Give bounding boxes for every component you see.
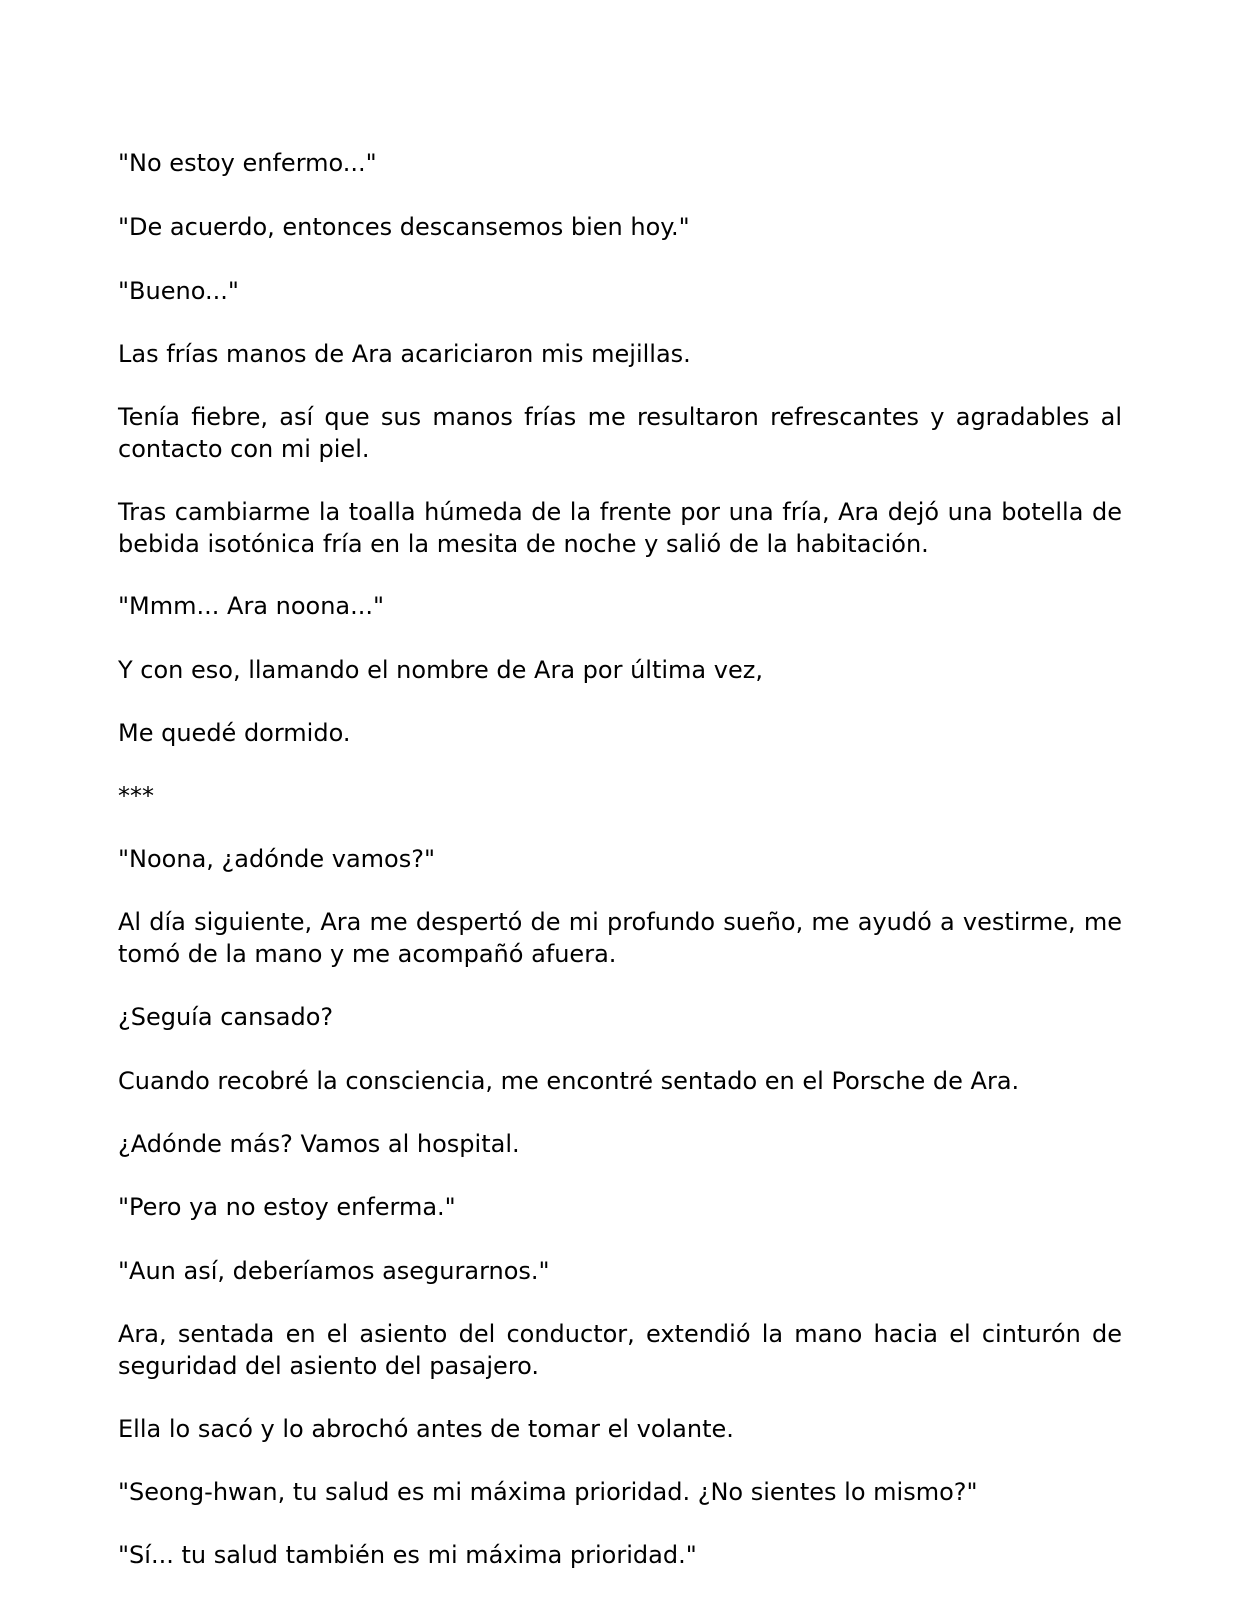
paragraph-16: "Aun así, deberíamos asegurarnos." [118, 1257, 550, 1285]
paragraph-17: Ara, sentada en el asiento del conductor, extendió la mano hacia el cinturón de seguridad del asiento del pasajero. [118, 1320, 1122, 1380]
paragraph-19: "Seong-hwan, tu salud es mi máxima prioridad. ¿No sientes lo mismo?" [118, 1478, 978, 1506]
paragraph-5: Tenía fiebre, así que sus manos frías me resultaron refrescantes y agradables al contacto con mi piel. [118, 403, 1122, 463]
paragraph-13: Cuando recobré la consciencia, me encontré sentado en el Porsche de Ara. [118, 1067, 1020, 1095]
paragraph-14: ¿Adónde más? Vamos al hospital. [118, 1130, 520, 1158]
paragraph-8: Y con eso, llamando el nombre de Ara por última vez, [118, 656, 763, 684]
paragraph-3: "Bueno..." [118, 277, 239, 305]
paragraph-20: "Sí... tu salud también es mi máxima prioridad." [118, 1541, 697, 1569]
paragraph-11: Al día siguiente, Ara me despertó de mi profundo sueño, me ayudó a vestirme, me tomó de la mano y me acompañó afuera. [118, 908, 1122, 968]
paragraph-4: Las frías manos de Ara acariciaron mis mejillas. [118, 340, 691, 368]
paragraph-9: Me quedé dormido. [118, 719, 351, 747]
paragraph-1: "No estoy enfermo..." [118, 149, 377, 177]
paragraph-12: ¿Seguía cansado? [118, 1003, 334, 1031]
scene-break: *** [118, 782, 154, 810]
paragraph-2: "De acuerdo, entonces descansemos bien hoy." [118, 213, 690, 241]
paragraph-18: Ella lo sacó y lo abrochó antes de tomar el volante. [118, 1415, 734, 1443]
paragraph-10: "Noona, ¿adónde vamos?" [118, 845, 435, 873]
paragraph-7: "Mmm... Ara noona..." [118, 592, 385, 620]
paragraph-15: "Pero ya no estoy enferma." [118, 1193, 456, 1221]
paragraph-6: Tras cambiarme la toalla húmeda de la frente por una fría, Ara dejó una botella de bebida isotónica fría en la mesita de noche y salió de la habitación. [118, 498, 1122, 558]
